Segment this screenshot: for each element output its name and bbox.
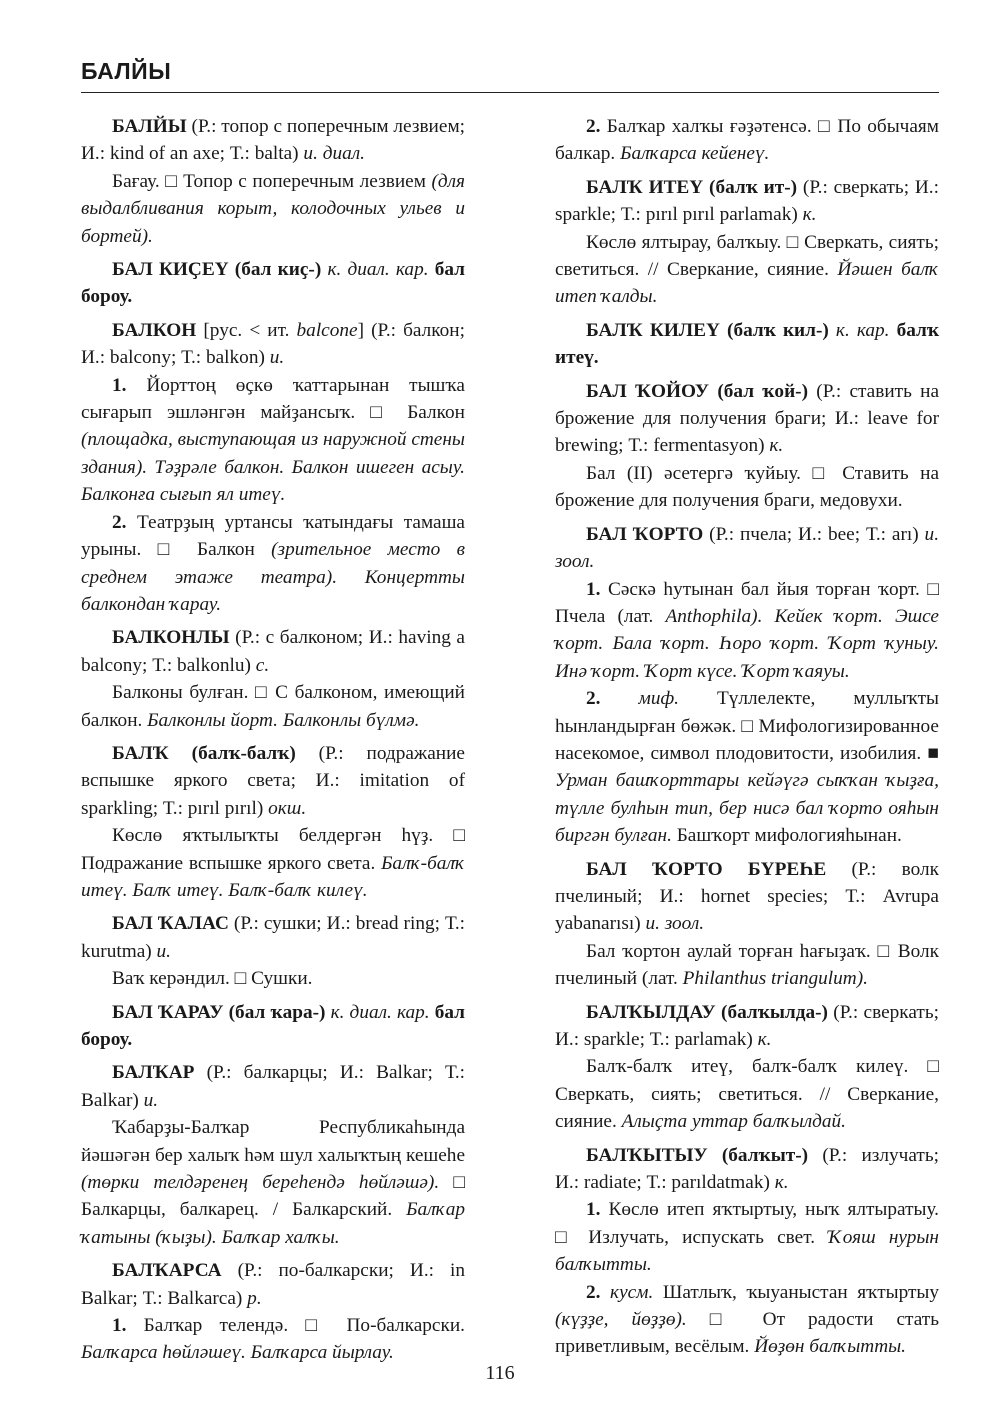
italic-text: Балҡарса һөйләшеү. Балҡарса йырлау. <box>81 1342 394 1364</box>
italic-text: Йәшен балҡ итеп ҡалды. <box>555 259 939 308</box>
dictionary-paragraph <box>555 317 939 372</box>
headword: БАЛҠАР <box>112 1062 195 1084</box>
italic-text: к. <box>769 435 784 457</box>
headword: БАЛҠ КИЛЕҮ (балҡ кил-) <box>586 319 829 341</box>
headword: БАЛЙЫ <box>112 116 187 137</box>
dictionary-paragraph: Бағау. □ Топор с поперечным лезвием (для выдалбливания корыт, колодочных ульев и бортей). <box>81 170 465 247</box>
dictionary-paragraph: Ҡабарҙы-Балҡар Республикаһында йәшәгән бер халыҡ һәм шул халыҡтың кешеһе (төрки телдәренең береһендә һөйләшә). □ Балкарцы, балкарец. / Балкарский. Балҡар ҡатыны (ҡыҙы). Балҡар халҡы. <box>81 1117 465 1248</box>
dictionary-paragraph: БАЛҠАРСА (Р.: по-балкарски; И.: in Balkar; Т.: Balkarca) р. <box>81 1260 465 1309</box>
italic-text: с. <box>255 654 270 676</box>
left-column <box>81 113 465 1367</box>
headword: БАЛҠАРСА <box>112 1260 222 1282</box>
headword: 1. <box>112 374 127 396</box>
headword: 2. <box>586 116 601 137</box>
dictionary-paragraph <box>81 999 465 1054</box>
headword: 1. <box>112 1315 127 1337</box>
headword: БАЛ ҠОЙОУ (бал ҡой-) <box>586 380 809 402</box>
italic-text: к. <box>774 1172 789 1194</box>
headword: БАЛҠЫТЫУ (балҡыт-) <box>586 1144 809 1166</box>
dictionary-paragraph: БАЛ ҠОЙОУ (бал ҡой-) (Р.: ставить на брожение для получения браги; И.: leave for brewing; Т.: fermentasyon) к. <box>555 380 940 457</box>
headword: БАЛ ҠОРТО <box>586 523 704 545</box>
dictionary-paragraph: БАЛЙЫ (Р.: топор с поперечным лезвием; И.: kind of an axe; Т.: balta) и. диал. <box>81 116 465 165</box>
headword: бал бороу. <box>81 259 465 308</box>
italic-text: Anthophila). Кейек ҡорт. Эшсе ҡорт. Бала ҡорт. Һоро ҡорт. Ҡорт ҡуныу. Инә ҡорт. Ҡорт күсе. Ҡорт ҡаяуы. <box>555 605 939 682</box>
headword: БАЛҠЫЛДАУ (балҡылда-) <box>586 1001 828 1023</box>
italic-text: к. диал. кар. <box>330 1001 430 1023</box>
italic-text: Алыҫта уттар балҡылдай. <box>621 1111 846 1133</box>
right-column <box>555 113 939 1361</box>
headword: БАЛ ҠОРТО БҮРЕҺЕ <box>586 858 827 880</box>
headword: БАЛҠ (балҡ-балҡ) <box>112 742 296 764</box>
italic-text: (күҙҙе, йөҙҙө). <box>555 1309 687 1331</box>
italic-text: (площадка, выступающая из наружной стены здания). Тәҙрәле балкон. Балкон ишеген асыу. Балконға сығып ял итеү. <box>81 429 465 506</box>
headword: 2. <box>112 511 127 533</box>
dictionary-paragraph: БАЛҠ (балҡ-балҡ) (Р.: подражание вспышке яркого света; И.: imitation of sparkling; Т.: pırıl pırıl) окш. <box>81 742 465 819</box>
italic-text: р. <box>247 1287 262 1309</box>
dictionary-paragraph: 1. Балҡар телендә. □ По-балкарски. Балҡарса һөйләшеү. Балҡарса йырлау. <box>81 1315 465 1364</box>
dictionary-paragraph: Көслө яҡтылыҡты белдергән һүҙ. □ Подражание вспышке яркого света. Балҡ-балҡ итеү. Балҡ итеү. Балҡ-балҡ килеү. <box>81 825 465 901</box>
headword: БАЛКОН <box>112 319 197 341</box>
dictionary-paragraph: 2. кусм. Шатлыҡ, ҡыуаныстан яҡтыртыу (күҙҙе, йөҙҙө). □ От радости стать приветливым, весёлым. Йөҙөн балҡытты. <box>555 1281 939 1358</box>
headword: БАЛ ҠАРАУ (бал ҡара-) <box>112 1001 326 1023</box>
italic-text: к. <box>802 204 817 226</box>
italic-text: Балҡар ҡатыны (ҡыҙы). Балҡар халҡы. <box>81 1199 465 1248</box>
dictionary-paragraph: 1. Йорттоң өҫкө ҡаттарынан тышҡа сығарып эшләнгән майҙансыҡ. □ Балкон (площадка, выступающая из наружной стены здания). Тәҙрәле балкон. Балкон ишеген асыу. Балконға сығып ял итеү. <box>81 374 465 506</box>
dictionary-paragraph: Балҡ-балҡ итеү, балҡ-балҡ килеү. □ Сверкать, сиять; светиться. // Сверкание, сияние. Алыҫта уттар балҡылдай. <box>555 1056 939 1133</box>
dictionary-paragraph <box>81 256 465 311</box>
italic-text: кусм. <box>610 1281 654 1303</box>
dictionary-paragraph: 2. миф. Түллелекте, муллыҡты һынландырған бөжәк. □ Мифологизированное насекомое, символ плодовитости, изобилия. ■ Урман башҡорттары кейәүгә сыҡҡан ҡыҙға, түлле булһын тип, бер нисә бал ҡорто ояһын биргән булған. Башҡорт мифологияһынан. <box>555 688 939 847</box>
italic-text: и. <box>156 940 171 962</box>
headword: 2. <box>586 688 601 710</box>
dictionary-paragraph: БАЛКОНЛЫ (Р.: с балконом; И.: having a balcony; Т.: balkonlu) с. <box>81 627 465 676</box>
italic-text: (для выдалбливания корыт, колодочных ульев и бортей). <box>81 170 465 247</box>
page-number: 116 <box>485 1362 515 1384</box>
running-head: БАЛЙЫ <box>81 58 172 84</box>
dictionary-paragraph: 2. Балҡар халҡы ғәҙәтенсә. □ По обычаям балкар. Балҡарса кейенеү. <box>555 116 939 165</box>
italic-text: миф. <box>638 688 679 710</box>
headword: бал бороу. <box>81 1001 466 1050</box>
italic-text: к. кар. <box>835 319 890 341</box>
italic-text: Philanthus triangulum). <box>682 968 868 990</box>
italic-text: Балҡарса кейенеү. <box>620 143 770 165</box>
italic-text: и. зоол. <box>555 523 940 573</box>
dictionary-paragraph: Балконы булған. □ С балконом, имеющий балкон. Балконлы йорт. Балконлы бүлмә. <box>81 682 465 731</box>
dictionary-paragraph: БАЛҠ ИТЕҮ (балҡ ит-) (Р.: сверкать; И.: sparkle; Т.: pırıl pırıl parlamak) к. <box>555 176 939 226</box>
dictionary-paragraph: Ваҡ керәндил. □ Сушки. <box>112 968 313 990</box>
italic-text: к. <box>757 1029 772 1050</box>
dictionary-paragraph: БАЛҠЫЛДАУ (балҡылда-) (Р.: сверкать; И.: sparkle; Т.: parlamak) к. <box>555 1001 939 1050</box>
italic-text: Йөҙөн балҡытты. <box>754 1336 906 1358</box>
dictionary-paragraph: 1. Көслө итеп яҡтыртыу, ныҡ ялтыратыу. □ Излучать, испускать свет. Ҡояш нурын балҡытты. <box>555 1199 939 1276</box>
headword: БАЛ КИҪЕҮ (бал киҫ-) <box>112 259 322 281</box>
italic-text: окш. <box>268 797 307 819</box>
dictionary-paragraph: БАЛҠАР (Р.: балкарцы; И.: Balkar; Т.: Balkar) и. <box>81 1062 465 1111</box>
italic-text: Балҡ-балҡ итеү. Балҡ итеү. Балҡ-балҡ килеү. <box>81 852 465 901</box>
italic-text: balcone <box>296 319 358 341</box>
italic-text: и. диал. <box>303 143 365 165</box>
italic-text: к. диал. кар. <box>327 259 429 281</box>
dictionary-paragraph: БАЛКОН [рус. < ит. balcone] (Р.: балкон; И.: balcony; Т.: balkon) и. <box>81 319 465 369</box>
headword: 1. <box>586 1199 601 1221</box>
italic-text: Урман башҡорттары кейәүгә сыҡҡан ҡыҙға, түлле булһын тип, бер нисә бал ҡорто ояһын биргән булған. <box>555 770 939 847</box>
header-rule <box>81 92 939 93</box>
italic-text: и. зоол. <box>645 913 705 935</box>
dictionary-paragraph: БАЛҠЫТЫУ (балҡыт-) (Р.: излучать; И.: radiate; Т.: parıldatmak) к. <box>555 1144 939 1194</box>
dictionary-paragraph: БАЛ ҠОРТО БҮРЕҺЕ (Р.: волк пчелиный; И.: hornet species; Т.: Avrupa yabanarısı) и. зоол. <box>555 858 939 935</box>
dictionary-paragraph: Бал (II) әсетергә ҡуйыу. □ Ставить на брожение для получения браги, медовухи. <box>555 462 939 512</box>
headword: БАЛҠ ИТЕҮ (балҡ ит-) <box>586 176 798 198</box>
headword: 2. <box>586 1281 601 1303</box>
italic-text: (зрительное место в среднем этаже театра). Концертты балкондан ҡарау. <box>81 539 465 615</box>
dictionary-paragraph: 2. Театрҙың уртансы ҡатындағы тамаша урыны. □ Балкон (зрительное место в среднем этаже театра). Концертты балкондан ҡарау. <box>81 511 465 615</box>
headword: 1. <box>586 578 601 600</box>
dictionary-paragraph: 1. Сәскә һутынан бал йыя торған ҡорт. □ Пчела (лат. Anthophila). Кейек ҡорт. Эшсе ҡорт. Бала ҡорт. Һоро ҡорт. Ҡорт ҡуныу. Инә ҡорт. Ҡорт күсе. Ҡорт ҡаяуы. <box>555 578 939 682</box>
dictionary-paragraph: БАЛ ҠАЛАС (Р.: сушки; И.: bread ring; Т.: kurutma) и. <box>81 913 465 962</box>
italic-text: (төрки телдәренең береһендә һөйләшә). <box>81 1172 440 1194</box>
headword: БАЛ ҠАЛАС <box>112 913 229 935</box>
dictionary-paragraph: Бал ҡортон аулай торған һағыҙаҡ. □ Волк пчелиный (лат. Philanthus triangulum). <box>555 940 939 990</box>
headword: балҡ итеү. <box>555 319 939 369</box>
headword: БАЛКОНЛЫ <box>112 627 230 649</box>
italic-text: и. <box>143 1089 159 1111</box>
italic-text: Балконлы йорт. Балконлы бүлмә. <box>147 709 420 731</box>
italic-text: Ҡояш нурын балҡытты. <box>555 1226 939 1276</box>
italic-text: и. <box>269 347 285 369</box>
dictionary-paragraph: БАЛ ҠОРТО (Р.: пчела; И.: bee; Т.: arı) и. зоол. <box>555 523 940 573</box>
dictionary-paragraph: Көслө ялтырау, балҡыу. □ Сверкать, сиять; светиться. // Сверкание, сияние. Йәшен балҡ итеп ҡалды. <box>555 231 939 308</box>
